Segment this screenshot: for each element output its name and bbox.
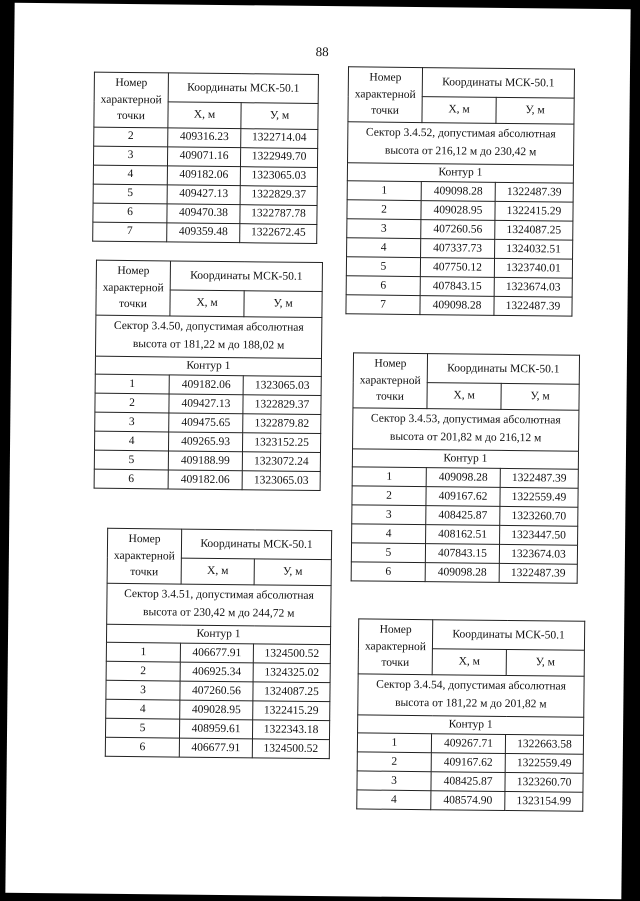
header-row	[107, 528, 331, 560]
y-coordinate: 1322343.18	[252, 720, 329, 740]
y-coordinate: 1322663.58	[505, 735, 583, 755]
y-coordinate: 1323674.03	[499, 545, 577, 565]
x-coordinate: 409470.38	[167, 204, 240, 224]
y-coordinate: 1322714.04	[241, 129, 318, 149]
point-number: 6	[94, 470, 168, 490]
y-coordinate: 1323072.24	[242, 452, 320, 472]
point-number: 6	[93, 203, 167, 223]
coordinates-table-sector-3-4-51	[105, 528, 332, 760]
x-coordinate: 409265.93	[168, 432, 242, 452]
point-number: 3	[347, 219, 421, 239]
table-row	[352, 524, 578, 545]
point-number: 1	[352, 467, 426, 487]
sector-row	[95, 315, 321, 358]
sector-row	[358, 674, 584, 717]
header-y: У, м	[241, 103, 318, 130]
header-coordinates: Координаты МСК-50.1	[422, 68, 574, 99]
header-row	[96, 260, 322, 292]
x-coordinate: 409098.28	[425, 563, 499, 583]
point-number: 4	[93, 165, 167, 185]
x-coordinate: 408162.51	[426, 525, 500, 545]
y-coordinate: 1323065.03	[243, 376, 321, 396]
point-number: 6	[105, 738, 179, 758]
y-coordinate: 1322829.37	[243, 395, 321, 415]
point-number: 1	[347, 181, 421, 201]
x-coordinate: 408959.61	[179, 720, 252, 740]
contour-label: Контур 1	[352, 449, 578, 470]
coordinates-table-sector-3-4-53	[351, 352, 580, 584]
x-coordinate: 407337.73	[421, 239, 495, 259]
point-number: 5	[346, 257, 420, 277]
table-row	[357, 733, 583, 754]
point-number: 7	[93, 222, 167, 242]
header-point-number: Номер характерной точки	[358, 619, 433, 675]
header-y: У, м	[244, 291, 322, 318]
header-coordinates: Координаты МСК-50.1	[427, 354, 579, 385]
point-number: 5	[351, 543, 425, 563]
table-row	[347, 181, 573, 202]
y-coordinate: 1323447.50	[500, 526, 578, 546]
x-coordinate: 409167.62	[426, 487, 500, 507]
point-number: 3	[93, 146, 167, 166]
x-coordinate: 409359.48	[167, 223, 240, 243]
y-coordinate: 1322415.29	[253, 701, 330, 721]
header-x: X, м	[181, 558, 254, 584]
point-number: 5	[94, 451, 168, 471]
table-row	[357, 790, 583, 811]
x-coordinate: 406677.91	[179, 739, 252, 759]
y-coordinate: 1324325.02	[253, 663, 330, 683]
table-row	[105, 738, 329, 759]
point-number: 4	[347, 238, 421, 258]
y-coordinate: 1323065.03	[242, 471, 320, 491]
x-coordinate: 407750.12	[420, 258, 494, 278]
x-coordinate: 409098.28	[420, 296, 494, 316]
x-coordinate: 408425.87	[426, 506, 500, 526]
y-coordinate: 1322949.70	[240, 148, 317, 168]
y-coordinate: 1324087.25	[253, 682, 330, 702]
x-coordinate: 409028.95	[421, 201, 495, 221]
header-point-number: Номер характерной точки	[94, 72, 169, 128]
header-point-number: Номер характерной точки	[96, 260, 171, 316]
y-coordinate: 1323154.99	[505, 792, 583, 812]
y-coordinate: 1324087.25	[495, 221, 573, 241]
y-coordinate: 1322487.39	[495, 183, 573, 203]
point-number: 4	[352, 524, 426, 544]
y-coordinate: 1323152.25	[242, 433, 320, 453]
header-row	[94, 72, 318, 104]
point-number: 3	[352, 505, 426, 525]
x-coordinate: 409188.99	[168, 451, 242, 471]
table-row	[346, 276, 572, 297]
table-row	[351, 543, 577, 564]
x-coordinate: 409182.06	[168, 470, 242, 490]
point-number: 2	[357, 752, 431, 772]
table-row	[347, 219, 573, 240]
sector-caption: Сектор 3.4.54, допустимая абсолютная высота от 181,22 м до 201,82 м	[358, 674, 584, 717]
x-coordinate: 406925.34	[180, 663, 253, 683]
sector-caption: Сектор 3.4.53, допустимая абсолютная высота от 201,82 м до 216,12 м	[353, 408, 579, 451]
header-point-number: Номер характерной точки	[353, 353, 428, 409]
y-coordinate: 1322559.49	[505, 754, 583, 774]
table-row	[106, 681, 330, 702]
point-number: 6	[346, 276, 420, 296]
point-number: 5	[93, 184, 167, 204]
y-coordinate: 1322487.39	[499, 564, 577, 584]
sector-caption: Сектор 3.4.52, допустимая абсолютная высота от 216,12 м до 230,42 м	[348, 122, 574, 165]
point-number: 1	[357, 733, 431, 753]
x-coordinate: 408574.90	[431, 791, 505, 811]
header-x: X, м	[170, 290, 244, 316]
x-coordinate: 407260.56	[421, 220, 495, 240]
y-coordinate: 1322787.78	[240, 205, 317, 225]
header-x: X, м	[168, 102, 241, 128]
point-number: 6	[351, 562, 425, 582]
coordinates-table-sector-3-4-50	[94, 260, 323, 492]
header-x: X, м	[427, 383, 501, 409]
table-row	[347, 238, 573, 259]
table-row	[95, 394, 321, 415]
contour-label: Контур 1	[347, 162, 573, 183]
header-row	[348, 67, 574, 99]
x-coordinate: 408425.87	[431, 772, 505, 792]
contour-row	[95, 356, 321, 377]
x-coordinate: 406677.91	[180, 644, 253, 664]
table-row	[93, 203, 317, 224]
header-x: X, м	[432, 649, 506, 675]
table-row	[106, 700, 330, 721]
x-coordinate: 409316.23	[168, 128, 241, 148]
x-coordinate: 409098.28	[426, 468, 500, 488]
point-number: 4	[94, 432, 168, 452]
y-coordinate: 1324500.52	[253, 644, 330, 664]
header-row	[353, 353, 579, 385]
document-page	[5, 3, 630, 899]
point-number: 2	[95, 394, 169, 414]
table-row	[347, 200, 573, 221]
table-row	[106, 643, 330, 664]
table-row	[352, 467, 578, 488]
y-coordinate: 1324032.51	[495, 240, 573, 260]
y-coordinate: 1322487.39	[494, 297, 572, 317]
sector-row	[353, 408, 579, 451]
table-row	[93, 146, 317, 167]
y-coordinate: 1323260.70	[500, 507, 578, 527]
header-y: У, м	[501, 384, 579, 411]
table-row	[357, 752, 583, 773]
header-y: У, м	[506, 650, 584, 677]
contour-row	[347, 162, 573, 183]
table-row	[346, 295, 572, 316]
x-coordinate: 409167.62	[431, 753, 505, 773]
point-number: 4	[357, 790, 431, 810]
table-row	[105, 719, 329, 740]
y-coordinate: 1322829.37	[240, 186, 317, 206]
y-coordinate: 1323674.03	[494, 278, 572, 298]
x-coordinate: 409071.16	[167, 147, 240, 167]
table-row	[351, 562, 577, 583]
table-row	[93, 222, 317, 243]
contour-row	[352, 449, 578, 470]
x-coordinate: 409475.65	[169, 413, 243, 433]
header-coordinates: Координаты МСК-50.1	[432, 620, 584, 651]
table-row	[95, 413, 321, 434]
sector-row	[107, 583, 331, 626]
point-number: 2	[106, 662, 180, 682]
x-coordinate: 409427.13	[167, 185, 240, 205]
y-coordinate: 1323065.03	[240, 167, 317, 187]
sector-row	[348, 122, 574, 165]
coordinates-table-continuation	[92, 72, 319, 244]
contour-label: Контур 1	[106, 624, 330, 645]
header-coordinates: Координаты МСК-50.1	[181, 529, 331, 560]
contour-row	[358, 715, 584, 736]
table-row	[95, 375, 321, 396]
table-row	[93, 184, 317, 205]
header-x: X, м	[422, 97, 496, 123]
point-number: 5	[105, 719, 179, 739]
sector-caption: Сектор 3.4.50, допустимая абсолютная высота от 181,22 м до 188,02 м	[95, 315, 321, 358]
table-row	[352, 486, 578, 507]
point-number: 2	[347, 200, 421, 220]
table-row	[94, 432, 320, 453]
contour-row	[106, 624, 330, 645]
x-coordinate: 409098.28	[421, 182, 495, 202]
header-coordinates: Координаты МСК-50.1	[168, 73, 318, 104]
point-number: 2	[352, 486, 426, 506]
table-row	[357, 771, 583, 792]
y-coordinate: 1322487.39	[500, 469, 578, 489]
x-coordinate: 409267.71	[431, 734, 505, 754]
coordinates-table-sector-3-4-52	[345, 66, 575, 317]
y-coordinate: 1322415.29	[495, 202, 573, 222]
table-row	[94, 127, 318, 148]
y-coordinate: 1323260.70	[505, 773, 583, 793]
table-row	[106, 662, 330, 683]
point-number: 3	[357, 771, 431, 791]
y-coordinate: 1323740.01	[494, 259, 572, 279]
x-coordinate: 409182.06	[169, 375, 243, 395]
point-number: 3	[95, 413, 169, 433]
x-coordinate: 409028.95	[180, 701, 253, 721]
table-row	[93, 165, 317, 186]
header-coordinates: Координаты МСК-50.1	[170, 261, 322, 292]
point-number: 7	[346, 295, 420, 315]
x-coordinate: 409182.06	[167, 166, 240, 186]
x-coordinate: 407843.15	[425, 544, 499, 564]
y-coordinate: 1322672.45	[240, 224, 317, 244]
point-number: 2	[94, 127, 168, 147]
y-coordinate: 1324500.52	[252, 739, 329, 759]
table-row	[352, 505, 578, 526]
point-number: 3	[106, 681, 180, 701]
point-number: 1	[95, 375, 169, 395]
table-row	[94, 451, 320, 472]
page-number: 88	[315, 43, 329, 60]
table-row	[346, 257, 572, 278]
contour-label: Контур 1	[95, 356, 321, 377]
header-point-number: Номер характерной точки	[348, 67, 423, 123]
y-coordinate: 1322559.49	[500, 488, 578, 508]
header-y: У, м	[496, 98, 574, 125]
x-coordinate: 407260.56	[180, 682, 253, 702]
coordinates-table-sector-3-4-54	[356, 618, 585, 812]
point-number: 4	[106, 700, 180, 720]
header-y: У, м	[254, 559, 331, 586]
sector-caption: Сектор 3.4.51, допустимая абсолютная высота от 230,42 м до 244,72 м	[107, 583, 331, 626]
header-point-number: Номер характерной точки	[107, 528, 182, 584]
x-coordinate: 407843.15	[420, 277, 494, 297]
y-coordinate: 1322879.82	[243, 414, 321, 434]
x-coordinate: 409427.13	[169, 394, 243, 414]
contour-label: Контур 1	[358, 715, 584, 736]
point-number: 1	[106, 643, 180, 663]
header-row	[358, 619, 584, 651]
table-row	[94, 470, 320, 491]
